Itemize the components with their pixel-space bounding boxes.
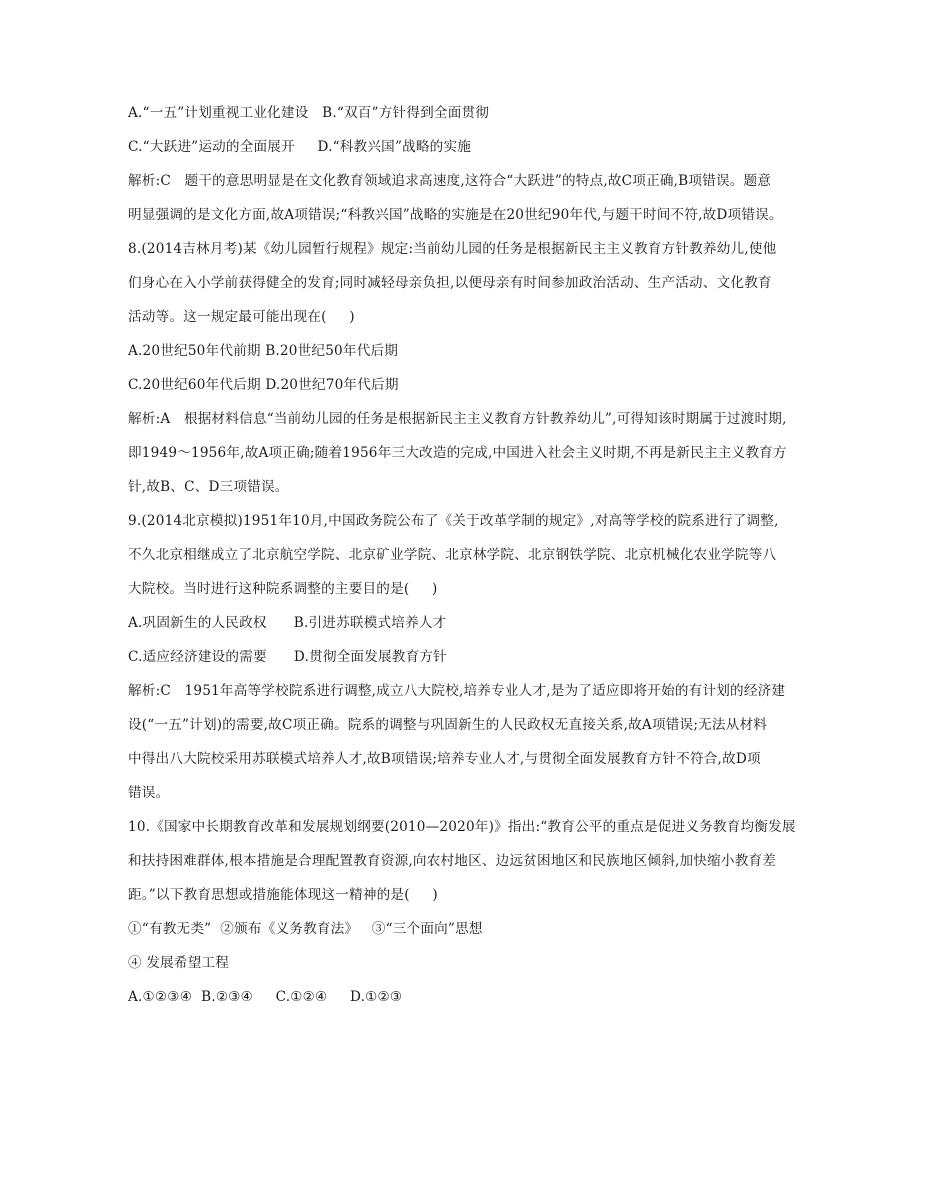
question-10-line: 10.《国家中长期教育改革和发展规划纲要(2010—2020年)》指出:“教育公平的重点是促进义务教育均衡发展 xyxy=(128,819,796,835)
analysis-line: 中得出八大院校采用苏联模式培养人才,故B项错误;培养专业人才,与贯彻全面发展教育方针不符合,故D项 xyxy=(128,751,761,767)
analysis-line: 解析:C 题干的意思明显是在文化教育领域追求高速度,这符合“大跃进”的特点,故C项正确,B项错误。题意 xyxy=(128,173,772,189)
analysis-line: 设(“一五”计划)的需要,故C项正确。院系的调整与巩固新生的人民政权无直接关系,故A项错误;无法从材料 xyxy=(128,717,768,733)
option-line: C.适应经济建设的需要 D.贯彻全面发展教育方针 xyxy=(128,649,447,665)
analysis-line: 解析:C 1951年高等学校院系进行调整,成立八大院校,培养专业人才,是为了适应即将开始的有计划的经济建 xyxy=(128,683,786,699)
statement-line: ④ 发展希望工程 xyxy=(128,955,230,971)
analysis-line: 即1949～1956年,故A项正确;随着1956年三大改造的完成,中国进入社会主义时期,不再是新民主主义教育方 xyxy=(128,445,787,461)
question-8-line: 活动等。这一规定最可能出现在( ) xyxy=(128,309,355,325)
option-line: C.“大跃进”运动的全面展开 D.“科教兴国”战略的实施 xyxy=(128,139,472,155)
analysis-line: 明显强调的是文化方面,故A项错误;“科教兴国”战略的实施是在20世纪90年代,与题干时间不符,故D项错误。 xyxy=(128,207,783,223)
question-9-line: 不久北京相继成立了北京航空学院、北京矿业学院、北京林学院、北京钢铁学院、北京机械化农业学院等八 xyxy=(128,547,777,563)
statement-line: ①“有教无类” ②颁布《义务教育法》 ③“三个面向”思想 xyxy=(128,921,483,937)
document-body xyxy=(128,96,828,1014)
option-line: C.20世纪60年代后期 D.20世纪70年代后期 xyxy=(128,377,399,393)
question-9-line: 大院校。当时进行这种院系调整的主要目的是( ) xyxy=(128,581,438,597)
analysis-line: 解析:A 根据材料信息“当前幼儿园的任务是根据新民主主义教育方针教养幼儿”,可得知该时期属于过渡时期, xyxy=(128,411,787,427)
option-line: A.20世纪50年代前期 B.20世纪50年代后期 xyxy=(128,343,399,359)
analysis-line: 错误。 xyxy=(128,785,170,801)
option-line: A.巩固新生的人民政权 B.引进苏联模式培养人才 xyxy=(128,615,447,631)
question-10-line: 距。”以下教育思想或措施能体现这一精神的是( ) xyxy=(128,887,438,903)
question-9-line: 9.(2014北京模拟)1951年10月,中国政务院公布了《关于改革学制的规定》,对高等学校的院系进行了调整, xyxy=(128,513,779,529)
option-line: A.①②③④ B.②③④ C.①②④ D.①②③ xyxy=(128,989,403,1005)
option-line: A.“一五”计划重视工业化建设 B.“双百”方针得到全面贯彻 xyxy=(128,105,490,121)
question-8-line: 们身心在入小学前获得健全的发育;同时减轻母亲负担,以便母亲有时间参加政治活动、生产活动、文化教育 xyxy=(128,275,772,291)
question-8-line: 8.(2014吉林月考)某《幼儿园暂行规程》规定:当前幼儿园的任务是根据新民主主义教育方针教养幼儿,使他 xyxy=(128,241,777,257)
analysis-line: 针,故B、C、D三项错误。 xyxy=(128,479,289,495)
question-10-line: 和扶持困难群体,根本措施是合理配置教育资源,向农村地区、边远贫困地区和民族地区倾斜,加快缩小教育差 xyxy=(128,853,777,869)
